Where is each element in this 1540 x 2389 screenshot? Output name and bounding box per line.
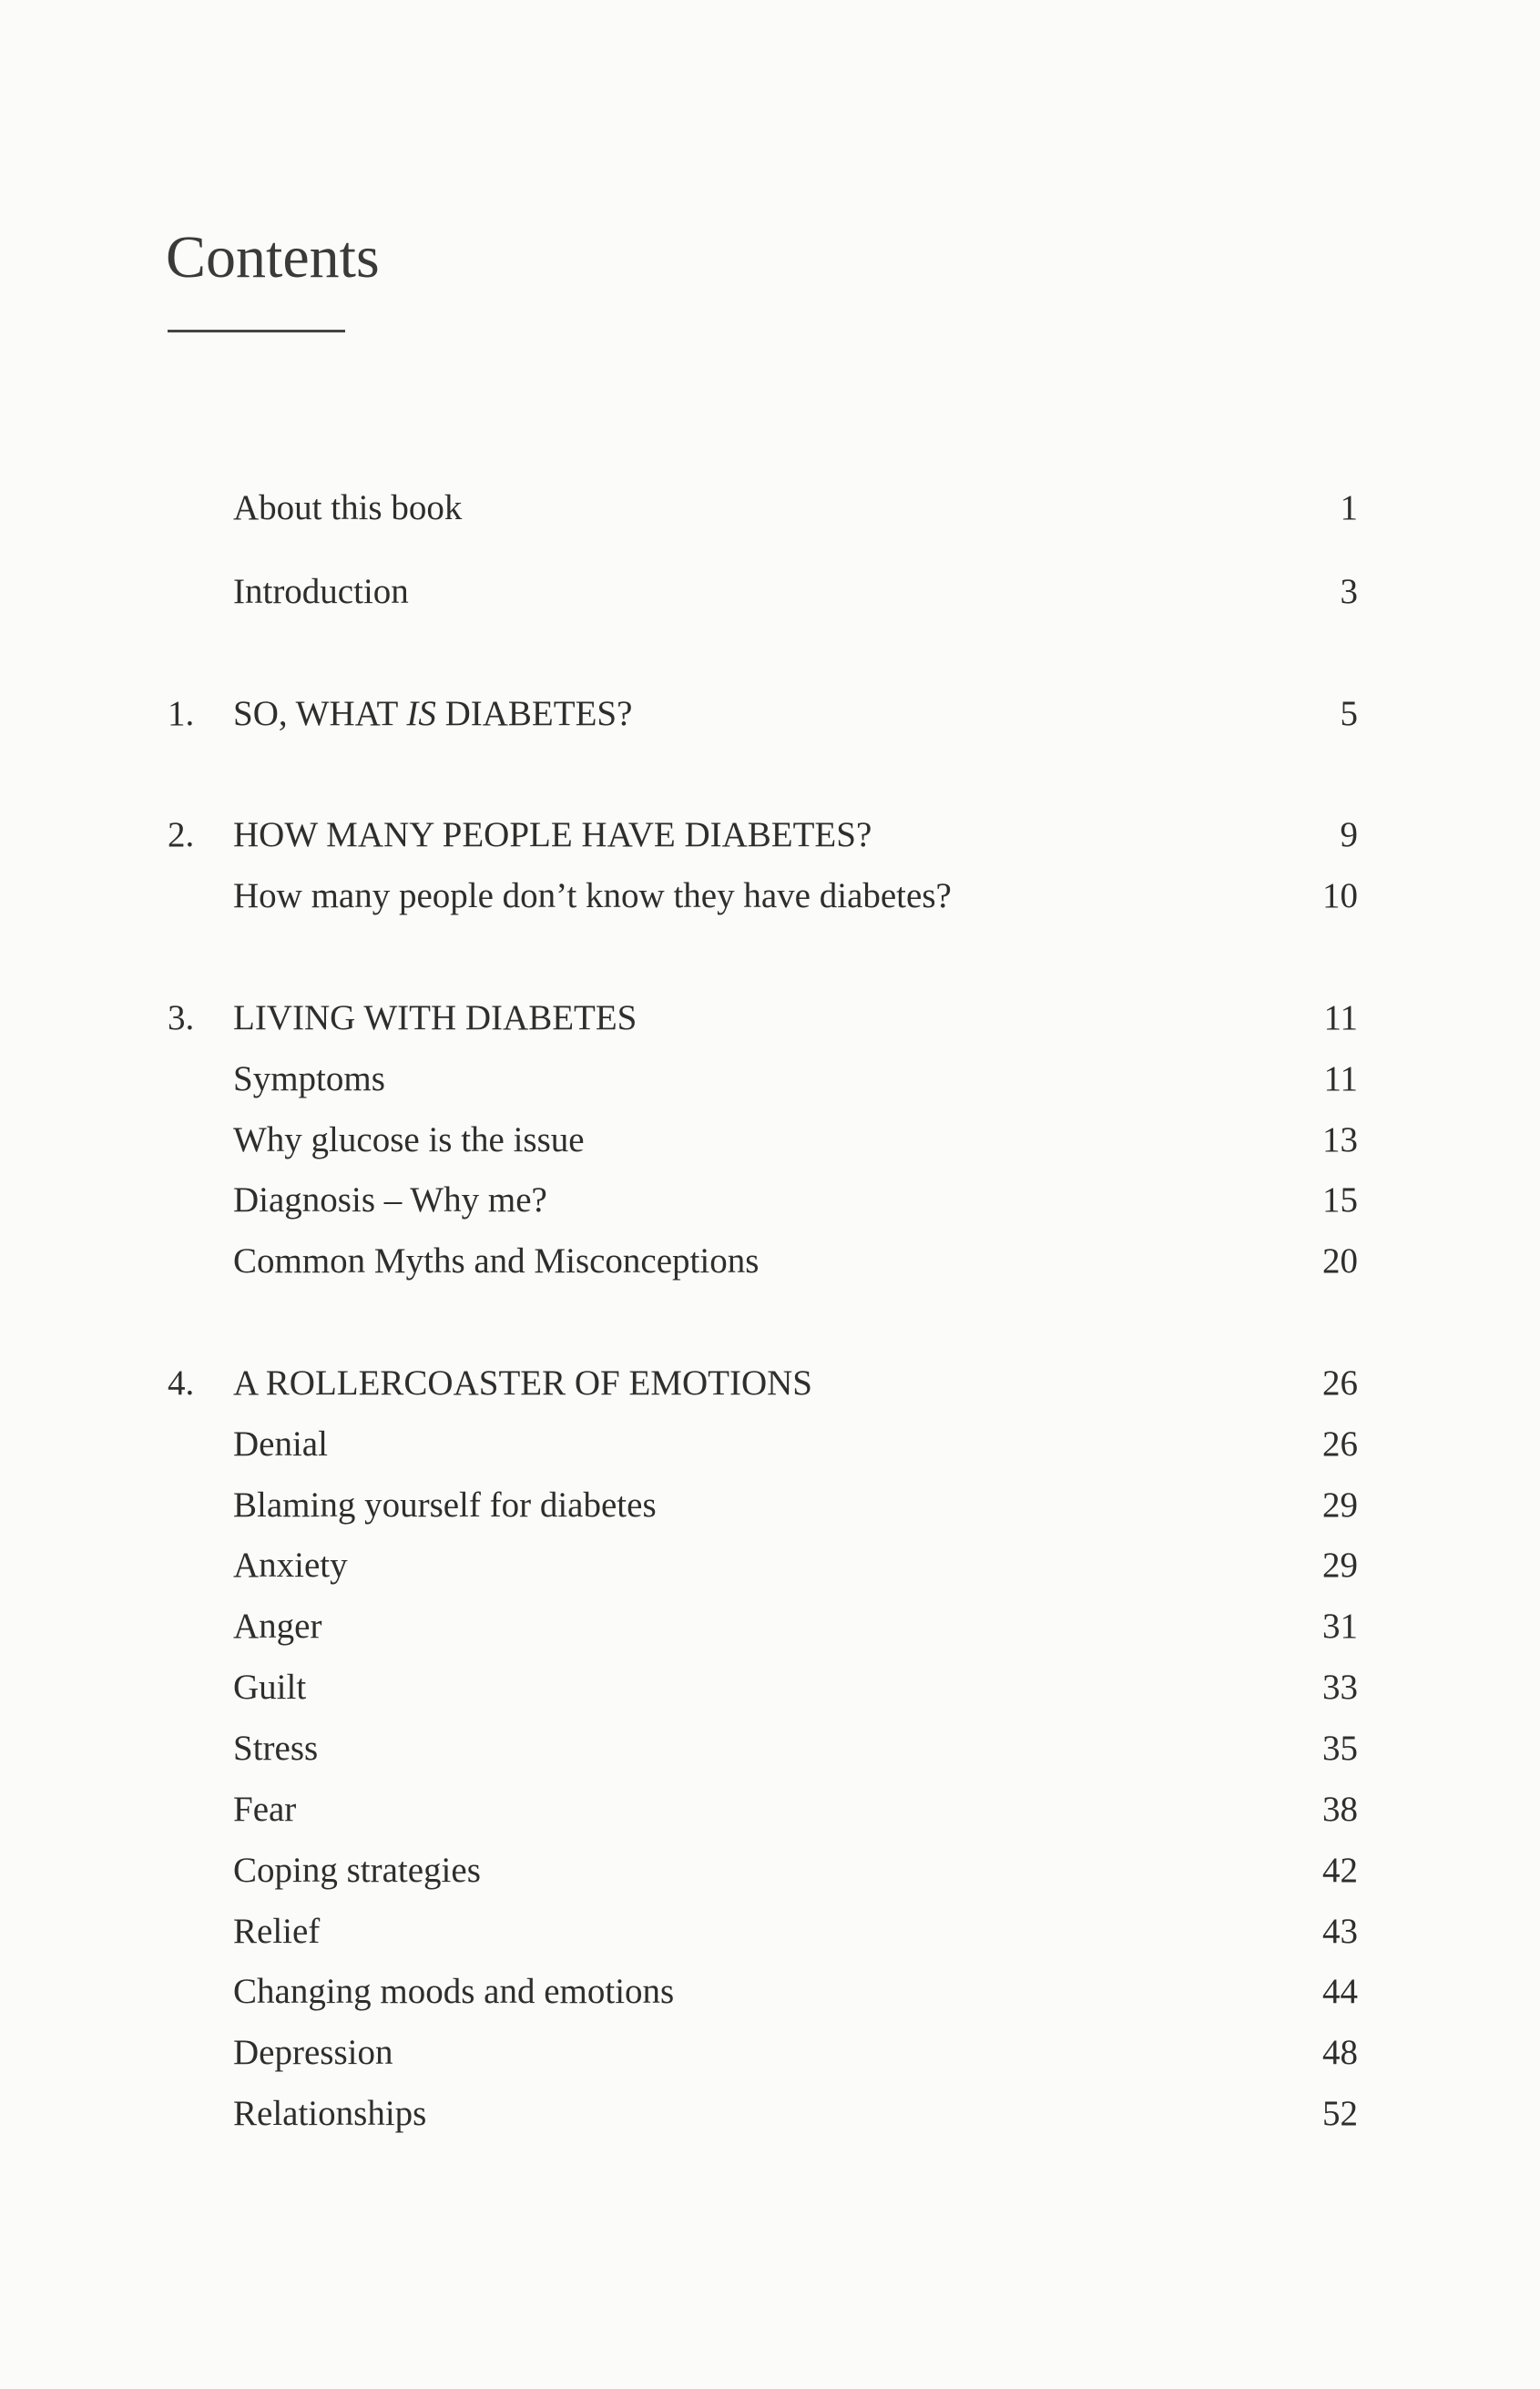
entry-title: Diagnosis – Why me? — [233, 1180, 547, 1220]
entry-page: 35 — [1322, 1729, 1358, 1768]
entry-page: 26 — [1322, 1424, 1358, 1464]
entry-page: 5 — [1340, 694, 1358, 733]
entry-title: Fear — [233, 1790, 297, 1829]
entry-number: 1. — [168, 694, 195, 733]
entry-title: Coping strategies — [233, 1851, 481, 1890]
entry-title: Changing moods and emotions — [233, 1972, 675, 2011]
toc-entry — [0, 691, 1540, 737]
emphasis: IS — [406, 694, 436, 733]
entry-page: 15 — [1322, 1180, 1358, 1220]
toc-entry — [0, 1969, 1540, 2015]
toc-entry — [0, 1361, 1540, 1406]
entry-page: 29 — [1322, 1485, 1358, 1525]
toc-entry — [0, 1239, 1540, 1284]
entry-title: Anger — [233, 1607, 322, 1646]
toc-entry — [0, 1118, 1540, 1163]
entry-title: Blaming yourself for diabetes — [233, 1485, 657, 1525]
entry-page: 9 — [1340, 815, 1358, 854]
entry-page: 26 — [1322, 1363, 1358, 1403]
toc-entry — [0, 1726, 1540, 1771]
toc-entry — [0, 995, 1540, 1041]
entry-title: SO, WHAT IS DIABETES? — [233, 694, 633, 733]
entry-title: Depression — [233, 2033, 393, 2072]
entry-page: 11 — [1323, 1059, 1358, 1098]
entry-title: LIVING WITH DIABETES — [233, 998, 637, 1037]
entry-title: Stress — [233, 1729, 319, 1768]
entry-page: 42 — [1322, 1851, 1358, 1890]
title-underline — [168, 330, 345, 332]
toc-entry — [0, 1909, 1540, 1955]
entry-number: 3. — [168, 998, 195, 1037]
entry-page: 43 — [1322, 1912, 1358, 1951]
toc-entry — [0, 1604, 1540, 1649]
entry-title: How many people don’t know they have diabetes? — [233, 876, 952, 915]
entry-title: Guilt — [233, 1668, 307, 1707]
entry-title: About this book — [233, 488, 463, 527]
page-title: Contents — [166, 224, 380, 291]
entry-page: 48 — [1322, 2033, 1358, 2072]
toc-entry — [0, 1178, 1540, 1223]
toc-entry — [0, 812, 1540, 858]
entry-title: Relief — [233, 1912, 321, 1951]
toc-entry — [0, 569, 1540, 615]
toc-entry — [0, 2030, 1540, 2076]
entry-page: 44 — [1322, 1972, 1358, 2011]
entry-title: Symptoms — [233, 1059, 385, 1098]
entry-title: HOW MANY PEOPLE HAVE DIABETES? — [233, 815, 872, 854]
entry-page: 38 — [1322, 1790, 1358, 1829]
entry-page: 29 — [1322, 1546, 1358, 1585]
entry-page: 1 — [1340, 488, 1358, 527]
entry-page: 10 — [1322, 876, 1358, 915]
entry-title: Anxiety — [233, 1546, 348, 1585]
toc-entry — [0, 1483, 1540, 1528]
toc-entry — [0, 1057, 1540, 1102]
entry-title: A ROLLERCOASTER OF EMOTIONS — [233, 1363, 812, 1403]
entry-title: Denial — [233, 1424, 328, 1464]
entry-title: Introduction — [233, 572, 409, 611]
entry-number: 4. — [168, 1363, 195, 1403]
entry-page: 31 — [1322, 1607, 1358, 1646]
entry-page: 20 — [1322, 1241, 1358, 1281]
entry-title: Why glucose is the issue — [233, 1120, 585, 1159]
entry-page: 52 — [1322, 2094, 1358, 2133]
entry-title: Relationships — [233, 2094, 427, 2133]
entry-title: Common Myths and Misconceptions — [233, 1241, 760, 1281]
toc-entry — [0, 1787, 1540, 1833]
toc-entry — [0, 1848, 1540, 1894]
toc-entry — [0, 1422, 1540, 1467]
entry-number: 2. — [168, 815, 195, 854]
toc-entry — [0, 485, 1540, 531]
toc-entry — [0, 873, 1540, 919]
entry-page: 33 — [1322, 1668, 1358, 1707]
toc-entry — [0, 2091, 1540, 2137]
entry-page: 13 — [1322, 1120, 1358, 1159]
entry-page: 3 — [1340, 572, 1358, 611]
toc-entry — [0, 1543, 1540, 1588]
toc-entry — [0, 1665, 1540, 1710]
entry-page: 11 — [1323, 998, 1358, 1037]
